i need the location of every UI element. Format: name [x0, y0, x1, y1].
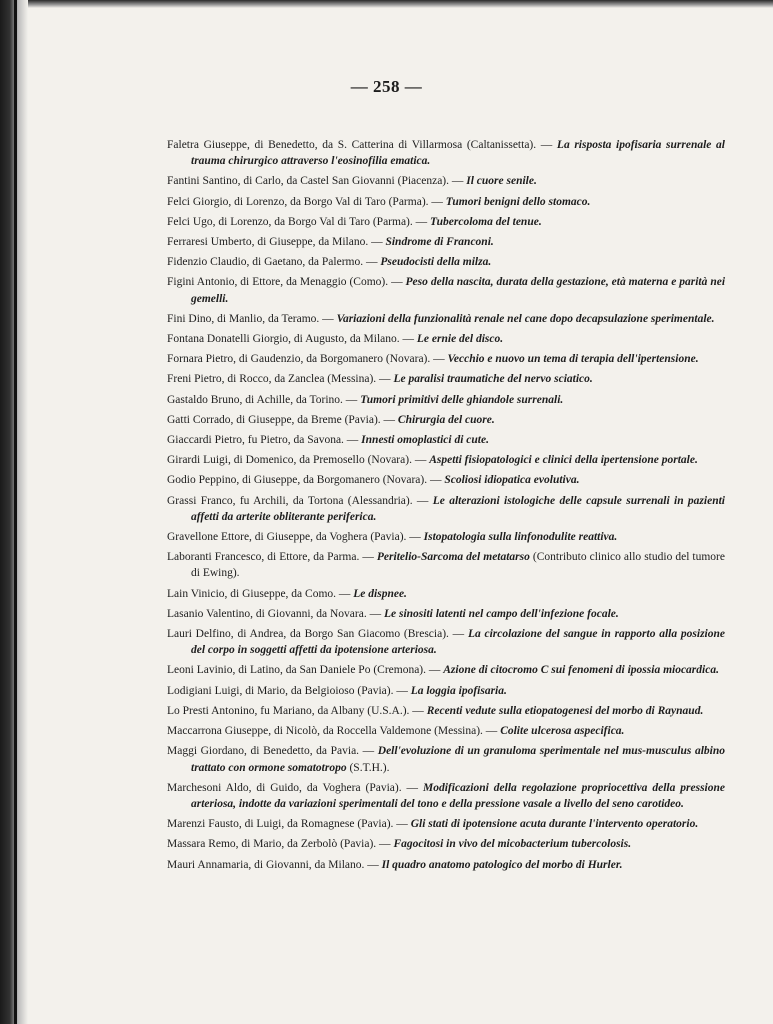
entry-author: Ferraresi Umberto, di Giuseppe, da Milano. —: [167, 236, 383, 249]
entry-title: Azione di citocromo C sui fenomeni di ipossia miocardica.: [443, 664, 719, 677]
entry-title: Tubercoloma del tenue.: [430, 215, 542, 228]
entry-author: Fontana Donatelli Giorgio, di Augusto, da Milano. —: [167, 333, 415, 346]
thesis-entry: [167, 412, 725, 428]
entry-author: Girardi Luigi, di Domenico, da Premosello (Novara). —: [167, 454, 427, 467]
thesis-entry: [167, 311, 725, 327]
entry-author: Laboranti Francesco, di Ettore, da Parma. —: [167, 551, 374, 564]
entry-title: Chirurgia del cuore.: [397, 413, 495, 426]
entry-author: Maggi Giordano, di Benedetto, da Pavia. —: [167, 745, 375, 758]
entry-author: Lo Presti Antonino, fu Mariano, da Albany (U.S.A.). —: [167, 704, 424, 717]
thesis-entry: [167, 626, 725, 658]
book-spine-line: [14, 0, 17, 1024]
thesis-entry: [167, 392, 725, 408]
entry-note: (S.T.H.).: [349, 761, 390, 774]
entry-author: Gatti Corrado, di Giuseppe, da Breme (Pavia). —: [167, 413, 396, 426]
thesis-entry: [167, 836, 725, 852]
entry-title: Le dispnee.: [353, 587, 407, 600]
thesis-entry: [167, 529, 725, 545]
entry-author: Fornara Pietro, di Gaudenzio, da Borgomanero (Novara). —: [167, 353, 445, 366]
entry-author: Lain Vinicio, di Giuseppe, da Como. —: [167, 587, 351, 600]
thesis-entry: [167, 816, 725, 832]
entry-title: Dell'evoluzione di un granuloma sperimentale nel mus-musculus albino trattato con ormone somatotropo: [191, 745, 726, 774]
thesis-entry: [167, 703, 725, 719]
entry-title: La risposta ipofisaria surrenale al trauma chirurgico attraverso l'eosinofilia ematica.: [191, 139, 725, 168]
entry-note: (Contributo clinico allo studio del tumore di Ewing).: [191, 551, 725, 580]
page-number: — 258 —: [350, 77, 423, 96]
thesis-entry: [167, 371, 725, 387]
scan-top-edge: [0, 0, 773, 8]
thesis-entry: [167, 743, 725, 775]
entry-title: Fagocitosi in vivo del micobacterium tubercolosis.: [393, 838, 632, 851]
thesis-entry: [167, 662, 725, 678]
entry-title: Variazioni della funzionalità renale nel cane dopo decapsulazione sperimentale.: [336, 312, 715, 325]
entry-title: Sindrome di Franconi.: [385, 236, 494, 249]
entry-title: Le alterazioni istologiche delle capsule surrenali in pazienti affetti da arterite obliterante periferica.: [191, 494, 725, 523]
entry-author: Fantini Santino, di Carlo, da Castel San Giovanni (Piacenza). —: [167, 175, 464, 188]
thesis-entry: [167, 723, 725, 739]
entry-title: La loggia ipofisaria.: [410, 684, 507, 697]
entry-author: Leoni Lavinio, di Latino, da San Daniele Po (Cremona). —: [167, 664, 441, 677]
entry-author: Mauri Annamaria, di Giovanni, da Milano. —: [167, 858, 379, 871]
entry-author: Lasanio Valentino, di Giovanni, da Novara. —: [167, 607, 382, 620]
thesis-entry: [167, 214, 725, 230]
entry-author: Felci Giorgio, di Lorenzo, da Borgo Val di Taro (Parma). —: [167, 195, 443, 208]
entry-author: Godio Peppino, di Giuseppe, da Borgomanero (Novara). —: [167, 474, 442, 487]
entry-title: Scoliosi idiopatica evolutiva.: [444, 474, 580, 487]
thesis-entry: [167, 606, 725, 622]
entry-title: Il cuore senile.: [466, 175, 537, 188]
entry-title: Aspetti fisiopatologici e clinici della ipertensione portale.: [429, 454, 698, 467]
thesis-list: [167, 137, 725, 877]
thesis-entry: [167, 549, 725, 581]
entry-title: Tumori primitivi delle ghiandole surrenali.: [360, 393, 564, 406]
entry-title: Colite ulcerosa aspecifica.: [500, 725, 625, 738]
thesis-entry: [167, 493, 725, 525]
entry-author: Fidenzio Claudio, di Gaetano, da Palermo. —: [167, 256, 378, 269]
entry-author: Faletra Giuseppe, di Benedetto, da S. Catterina di Villarmosa (Caltanissetta). —: [167, 139, 553, 151]
thesis-entry: [167, 780, 725, 812]
thesis-entry: [167, 683, 725, 699]
entry-title: Modificazioni della regolazione propriocettiva della pressione arteriosa, indotte da variazioni sperimentali del tono e della pressione vasale a livello del seno carotideo.: [191, 781, 726, 810]
entry-author: Freni Pietro, di Rocco, da Zanclea (Messina). —: [167, 373, 391, 386]
entry-author: Grassi Franco, fu Archili, da Tortona (Alessandria). —: [167, 494, 429, 507]
thesis-entry: [167, 331, 725, 347]
thesis-entry: [167, 274, 725, 306]
entry-author: Felci Ugo, di Lorenzo, da Borgo Val di Taro (Parma). —: [167, 215, 428, 228]
thesis-entry: [167, 586, 725, 602]
entry-title: Vecchio e nuovo un tema di terapia dell'ipertensione.: [447, 353, 699, 366]
entry-author: Fini Dino, di Manlio, da Teramo. —: [167, 312, 334, 325]
thesis-entry: [167, 173, 725, 189]
entry-author: Marchesoni Aldo, di Guido, da Voghera (Pavia). —: [167, 781, 419, 794]
entry-title: Peritelio-Sarcoma del metatarso: [376, 551, 530, 564]
entry-author: Gastaldo Bruno, di Achille, da Torino. —: [167, 393, 358, 406]
entry-author: Maccarrona Giuseppe, di Nicolò, da Roccella Valdemone (Messina). —: [167, 725, 498, 738]
entry-title: Peso della nascita, durata della gestazione, età materna e parità nei gemelli.: [191, 276, 726, 305]
thesis-entry: [167, 254, 725, 270]
entry-title: Recenti vedute sulla etiopatogenesi del morbo di Raynaud.: [426, 704, 704, 717]
entry-author: Marenzi Fausto, di Luigi, da Romagnese (Pavia). —: [167, 818, 408, 831]
thesis-entry: [167, 452, 725, 468]
thesis-entry: [167, 472, 725, 488]
thesis-entry: [167, 857, 725, 873]
thesis-entry: [167, 137, 725, 169]
entry-title: Istopatologia sulla linfonodulite reattiva.: [423, 531, 618, 544]
thesis-entry: [167, 234, 725, 250]
thesis-entry: [167, 432, 725, 448]
entry-title: Gli stati di ipotensione acuta durante l'intervento operatorio.: [410, 818, 699, 831]
entry-author: Lodigiani Luigi, di Mario, da Belgioioso (Pavia). —: [167, 684, 408, 697]
entry-author: Gravellone Ettore, di Giuseppe, da Voghera (Pavia). —: [167, 531, 421, 544]
entry-author: Lauri Delfino, di Andrea, da Borgo San Giacomo (Brescia). —: [167, 628, 465, 641]
entry-author: Figini Antonio, di Ettore, da Menaggio (Como). —: [167, 276, 403, 289]
entry-title: La circolazione del sangue in rapporto alla posizione del corpo in soggetti affetti da ipotensione arteriosa.: [191, 628, 725, 657]
thesis-entry: [167, 194, 725, 210]
entry-title: Le ernie del disco.: [416, 333, 504, 346]
entry-title: Pseudocisti della milza.: [380, 256, 492, 269]
entry-title: Le sinositi latenti nel campo dell'infezione focale.: [383, 607, 619, 620]
entry-title: Il quadro anatomo patologico del morbo di Hurler.: [381, 858, 623, 871]
entry-author: Massara Remo, di Mario, da Zerbolò (Pavia). —: [167, 838, 391, 851]
entry-title: Le paralisi traumatiche del nervo sciatico.: [393, 373, 593, 386]
entry-author: Giaccardi Pietro, fu Pietro, da Savona. —: [167, 434, 359, 447]
entry-title: Innesti omoplastici di cute.: [361, 434, 489, 447]
entry-title: Tumori benigni dello stomaco.: [445, 195, 591, 208]
thesis-entry: [167, 351, 725, 367]
